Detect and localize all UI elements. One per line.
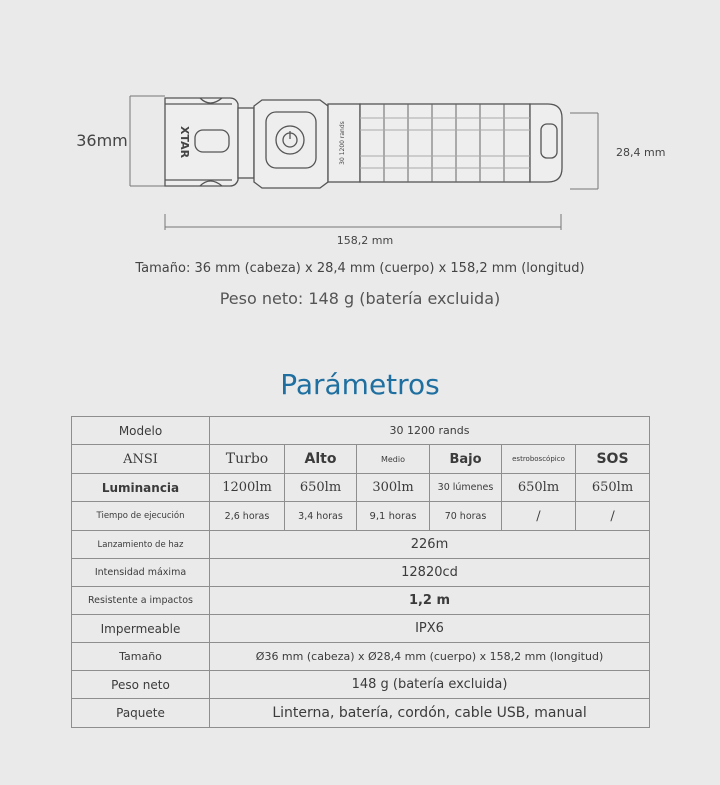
row-label: Peso neto (72, 671, 210, 699)
row-value: Linterna, batería, cordón, cable USB, manual (210, 699, 650, 728)
value-cell: 650lm (576, 474, 650, 502)
head-height-dimension (130, 96, 165, 186)
table-row-intensity (72, 559, 650, 587)
value-cell: 300lm (357, 474, 430, 502)
value-cell: 650lm (285, 474, 357, 502)
row-label: Modelo (72, 417, 210, 445)
length-dimension (165, 214, 561, 230)
head-height-label: 36mm (76, 131, 128, 150)
table-row-beam-distance (72, 531, 650, 559)
row-value: 148 g (batería excluida) (210, 671, 650, 699)
value-cell: / (502, 502, 576, 531)
table-row-waterproof (72, 615, 650, 643)
row-value: 12820cd (210, 559, 650, 587)
value-cell: 9,1 horas (357, 502, 430, 531)
body-height-dimension (570, 113, 598, 189)
row-value: 1,2 m (210, 587, 650, 615)
row-label: Intensidad máxima (72, 559, 210, 587)
weight-caption: Peso neto: 148 g (batería excluida) (219, 289, 501, 308)
table-row-runtime (72, 502, 650, 531)
value-cell: 1200lm (210, 474, 285, 502)
model-engraving: 30 1200 rands (339, 121, 346, 165)
mode-cell: Bajo (430, 445, 502, 474)
row-label: Luminancia (72, 474, 210, 502)
mode-cell: estroboscópico (502, 445, 576, 474)
row-value: IPX6 (210, 615, 650, 643)
table-row-package (72, 699, 650, 728)
row-label: Impermeable (72, 615, 210, 643)
row-label: Tiempo de ejecución (72, 502, 210, 531)
value-cell: 650lm (502, 474, 576, 502)
mode-cell: SOS (576, 445, 650, 474)
section-title: Parámetros (280, 368, 440, 401)
brand-logo: XTAR (178, 125, 191, 159)
value-cell: 30 lúmenes (430, 474, 502, 502)
table-row-size (72, 643, 650, 671)
flashlight (165, 98, 562, 188)
table-row-impact (72, 587, 650, 615)
row-label: ANSI (72, 445, 210, 474)
row-label: Resistente a impactos (72, 587, 210, 615)
row-value: Ø36 mm (cabeza) x Ø28,4 mm (cuerpo) x 158,2 mm (longitud) (210, 643, 650, 671)
mode-cell: Alto (285, 445, 357, 474)
table-row-model (72, 417, 650, 445)
length-label: 158,2 mm (336, 234, 394, 247)
row-label: Lanzamiento de haz (72, 531, 210, 559)
size-caption: Tamaño: 36 mm (cabeza) x 28,4 mm (cuerpo) x 158,2 mm (longitud) (135, 261, 585, 276)
row-label: Tamaño (72, 643, 210, 671)
table-row-weight (72, 671, 650, 699)
flashlight-diagram (0, 0, 720, 255)
parameters-table (71, 416, 650, 728)
table-row-ansi (72, 445, 650, 474)
row-value: 30 1200 rands (210, 417, 650, 445)
value-cell: 70 horas (430, 502, 502, 531)
row-value: 226m (210, 531, 650, 559)
row-label: Paquete (72, 699, 210, 728)
body-height-label: 28,4 mm (616, 146, 666, 159)
mode-cell: Turbo (210, 445, 285, 474)
value-cell: 3,4 horas (285, 502, 357, 531)
table-row-luminance (72, 474, 650, 502)
value-cell: 2,6 horas (210, 502, 285, 531)
value-cell: / (576, 502, 650, 531)
mode-cell: Medio (357, 445, 430, 474)
